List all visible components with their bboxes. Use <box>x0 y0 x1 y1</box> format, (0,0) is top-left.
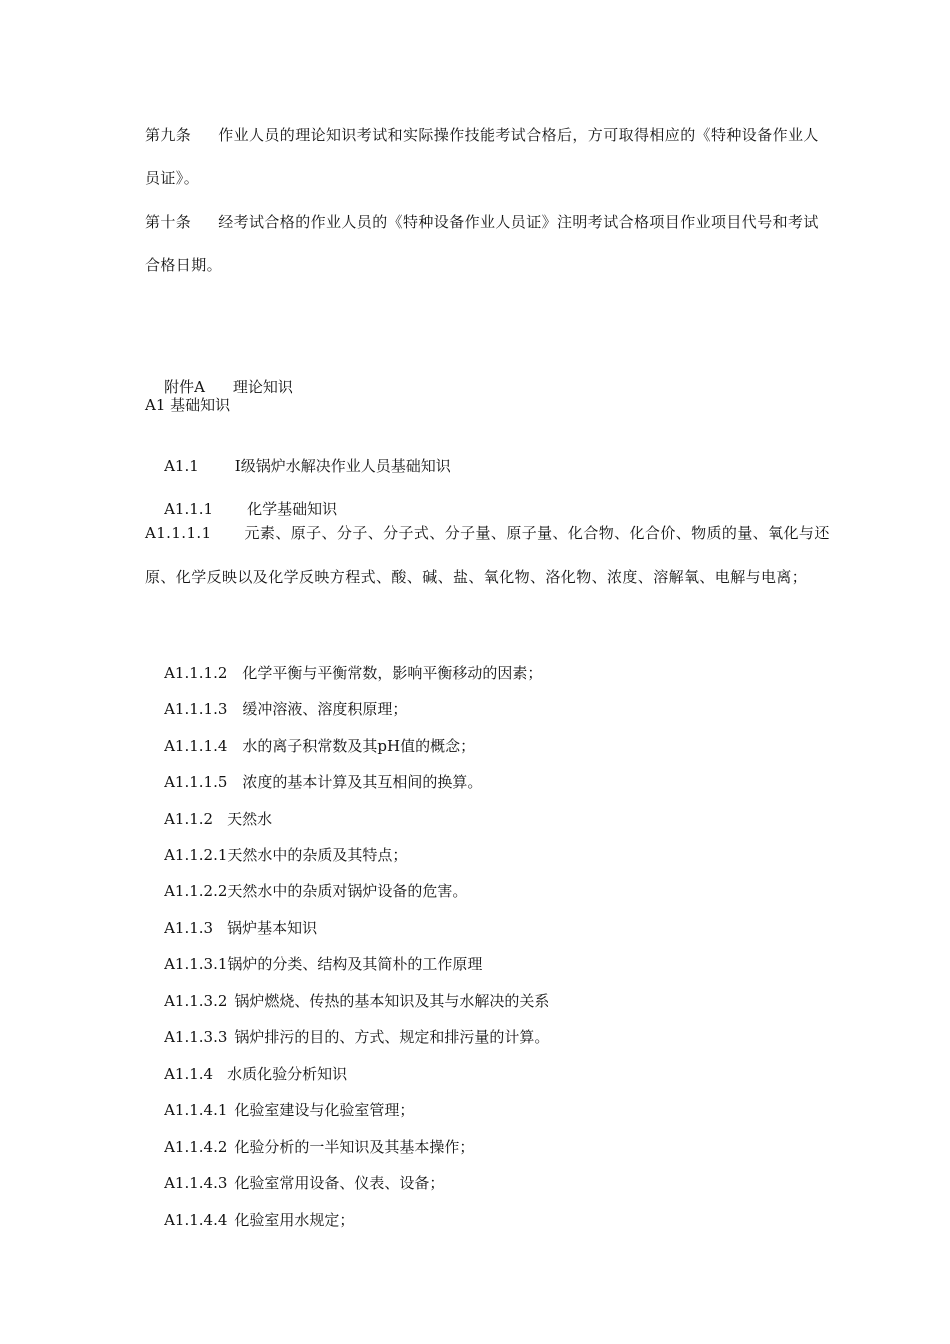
item-text: 天然水中的杂质及其特点； <box>227 846 408 864</box>
item-code: A1.1.3.1 <box>164 955 228 973</box>
item-code: A1.1.3.2 <box>164 992 228 1010</box>
article-9-number: 第九条 <box>145 126 192 144</box>
item-text: 天然水 <box>227 810 273 828</box>
item-text: 化验分析的一半知识及其基本操作； <box>234 1138 475 1156</box>
article-10 <box>145 201 825 287</box>
item-code: A1.1.1.3 <box>164 700 228 718</box>
item-text: 锅炉基本知识 <box>227 919 318 937</box>
item-code: A1.1.4 <box>164 1065 214 1083</box>
item-code: A1.1.1.5 <box>164 773 228 791</box>
item-code: A1.1.2 <box>164 810 214 828</box>
article-9 <box>145 114 825 200</box>
item-text: Ⅰ级锅炉水解决作业人员基础知识 <box>234 457 451 475</box>
item-text: 水的离子积常数及其pH值的概念； <box>242 737 476 755</box>
item-code: A1.1.1.2 <box>164 664 228 682</box>
item-text: 化学基础知识 <box>247 500 338 518</box>
appendix-title-code: 附件A <box>164 378 205 396</box>
article-10-number: 第十条 <box>145 213 192 231</box>
appendix-title-text: 理论知识 <box>232 378 293 396</box>
item-code: A1.1.3 <box>164 919 214 937</box>
item-text: 化学平衡与平衡常数，影响平衡移动的因素； <box>242 664 543 682</box>
article-10-text: 经考试合格的作业人员的《特种设备作业人员证》注明考试合格项目作业项目代号和考试合格日期。 <box>145 213 819 274</box>
item-text: 缓冲溶液、溶度积原理； <box>242 700 408 718</box>
item-code: A1.1 <box>164 457 199 475</box>
item-text: 天然水中的杂质对锅炉设备的危害。 <box>227 882 468 900</box>
item-a1-1-4-4 <box>145 1190 354 1250</box>
item-text: 锅炉排污的目的、方式、规定和排污量的计算。 <box>234 1028 550 1046</box>
item-code: A1.1.2.2 <box>164 882 228 900</box>
item-code: A1.1.4.1 <box>164 1101 228 1119</box>
item-text: 化验室用水规定； <box>234 1211 355 1229</box>
item-text: 元素、原子、分子、分子式、分子量、原子量、化合物、化合价、物质的量、氧化与还原、化学反映以及化学反映方程式、酸、碱、盐、氧化物、洛化物、浓度、溶解氧、电解与电离； <box>145 524 830 586</box>
item-code: A1.1.2.1 <box>164 846 228 864</box>
item-text: 水质化验分析知识 <box>227 1065 348 1083</box>
item-a1-1-1-1 <box>145 511 835 599</box>
item-text: 锅炉燃烧、传热的基本知识及其与水解决的关系 <box>234 992 550 1010</box>
section-heading: A1 基础知识 <box>145 396 231 414</box>
item-text: 化验室建设与化验室管理； <box>234 1101 415 1119</box>
item-text: 锅炉的分类、结构及其简朴的工作原理 <box>227 955 483 973</box>
item-code: A1.1.1 <box>164 500 214 518</box>
article-9-text: 作业人员的理论知识考试和实际操作技能考试合格后，方可取得相应的《特种设备作业人员证》。 <box>145 126 819 187</box>
item-code: A1.1.4.4 <box>164 1211 228 1229</box>
item-code: A1.1.1.4 <box>164 737 228 755</box>
item-text: 浓度的基本计算及其互相间的换算。 <box>242 773 483 791</box>
item-code: A1.1.4.3 <box>164 1174 228 1192</box>
item-text: 化验室常用设备、仪表、设备； <box>234 1174 445 1192</box>
item-code: A1.1.3.3 <box>164 1028 228 1046</box>
item-code: A1.1.1.1 <box>145 524 212 542</box>
item-code: A1.1.4.2 <box>164 1138 228 1156</box>
